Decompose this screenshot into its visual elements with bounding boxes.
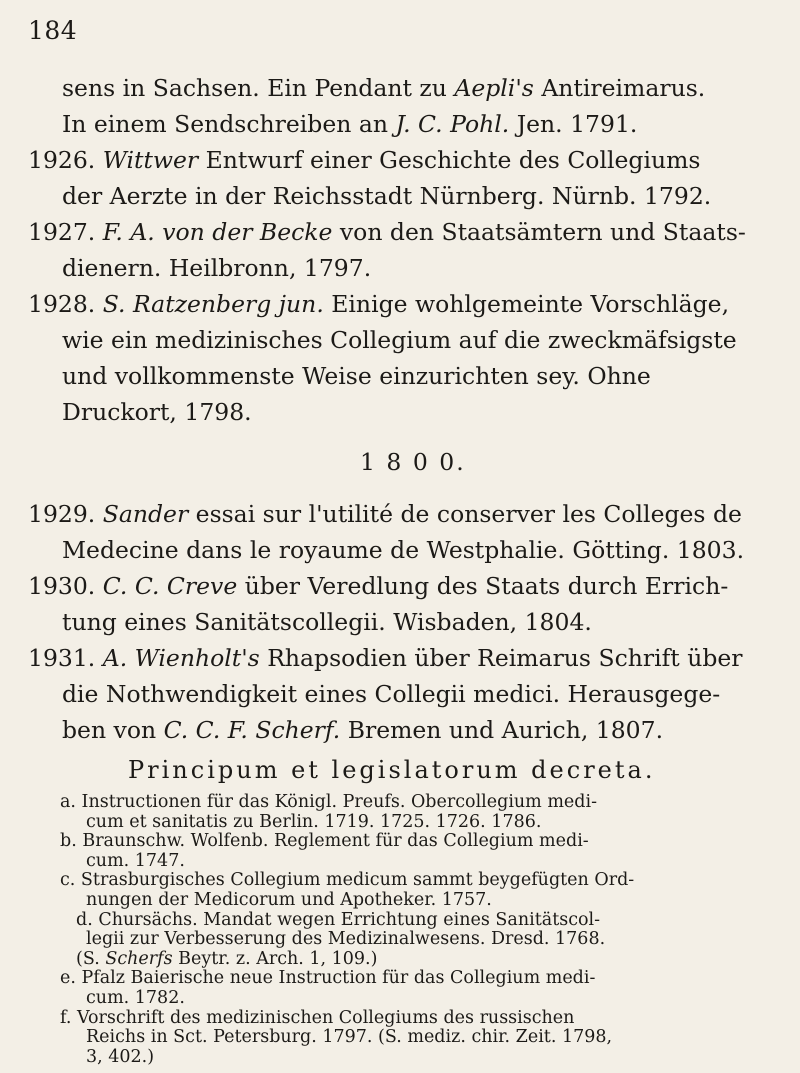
entry-line-3 (28, 144, 700, 176)
entry-line-12-text-1: 1929. (28, 500, 103, 528)
entry-line-2-text-2: J. C. Pohl. (395, 110, 510, 138)
decree-line-9-text-2: Scherfs (105, 948, 173, 969)
decree-line-5-text-1: c. Strasburgisches Collegium medicum sammt beygefügten Ord- (60, 870, 635, 891)
entry-line-16 (28, 642, 743, 674)
section-heading: Principum et legislatorum decreta. (128, 756, 656, 784)
entry-line-4 (62, 180, 711, 212)
entry-line-3-text-1: 1926. (28, 146, 103, 174)
entry-line-1-text-3: Antireimarus. (533, 74, 706, 102)
entry-line-18 (62, 714, 663, 746)
decree-line-9 (76, 950, 377, 969)
decree-line-8 (86, 930, 605, 949)
decree-line-2-text-1: cum et sanitatis zu Berlin. 1719. 1725. 1726. 1786. (86, 811, 542, 832)
decree-line-1 (60, 793, 597, 812)
entry-line-14-text-2: C. C. Creve (102, 572, 238, 600)
entry-line-3-text-2: Wittwer (102, 146, 199, 174)
entry-line-4-text-1: der Aerzte in der Reichsstadt Nürnberg. Nürnb. 1792. (62, 182, 712, 210)
entry-line-7-text-2: S. Ratzenberg jun. (102, 290, 324, 318)
decree-line-7-text-1: d. Chursächs. Mandat wegen Errichtung eines Sanitätscol- (76, 909, 601, 930)
entry-line-7-text-1: 1928. (28, 290, 103, 318)
decree-line-6-text-1: nungen der Medicorum und Apotheker. 1757. (86, 890, 492, 910)
entry-line-8 (62, 324, 737, 356)
decree-line-4-text-1: cum. 1747. (86, 850, 185, 871)
decree-line-9-text-3: Beytr. z. Arch. 1, 109.) (172, 948, 378, 969)
entry-line-5-text-2: F. A. von der Becke (102, 218, 333, 246)
entry-line-11-text-1: 1 8 0 0. (360, 448, 466, 476)
entry-line-15-text-1: tung eines Sanitätscollegii. Wisbaden, 1804. (62, 608, 592, 636)
decree-line-11-text-1: cum. 1782. (86, 988, 185, 1008)
decree-line-9-text-1: (S. (76, 948, 106, 969)
entry-line-14 (28, 570, 728, 602)
entry-line-5-text-1: 1927. (28, 218, 103, 246)
entry-line-2-text-1: In einem Sendschreiben an (62, 110, 396, 138)
entry-line-3-text-3: Entwurf einer Geschichte des Collegiums (198, 146, 701, 174)
decree-line-14 (86, 1048, 154, 1067)
entry-line-6-text-1: dienern. Heilbronn, 1797. (62, 254, 372, 282)
decree-line-1-text-1: a. Instructionen für das Königl. Preufs. Obercollegium medi- (60, 792, 598, 812)
entry-line-17 (62, 678, 720, 710)
page-number: 184 (28, 16, 78, 45)
entry-line-5-text-3: von den Staatsämtern und Staats- (332, 218, 746, 246)
decree-line-12 (60, 1009, 574, 1028)
entry-line-18-text-2: C. C. F. Scherf. (163, 716, 341, 744)
entry-line-16-text-3: Rhapsodien über Reimarus Schrift über (259, 644, 743, 672)
entry-line-2-text-3: Jen. 1791. (509, 110, 638, 138)
entry-line-1-text-2: Aepli's (454, 74, 534, 102)
decree-line-11 (86, 989, 185, 1008)
entry-line-1-text-1: sens in Sachsen. Ein Pendant zu (62, 74, 455, 102)
decree-line-10 (60, 969, 595, 988)
entry-line-12 (28, 498, 742, 530)
decree-line-10-text-1: e. Pfalz Baierische neue Instruction für das Collegium medi- (60, 968, 596, 989)
entry-line-16-text-2: A. Wienholt's (102, 644, 260, 672)
entry-line-18-text-3: Bremen und Aurich, 1807. (340, 716, 664, 744)
decree-line-4 (86, 852, 185, 871)
entry-line-18-text-1: ben von (62, 716, 164, 744)
decree-line-8-text-1: legii zur Verbesserung des Medizinalwesens. Dresd. 1768. (86, 929, 606, 950)
decree-line-6 (86, 891, 492, 910)
decree-line-13 (86, 1028, 612, 1047)
entry-line-5 (28, 216, 746, 248)
decree-line-14-text-1: 3, 402.) (86, 1046, 155, 1067)
decree-line-3-text-1: b. Braunschw. Wolfenb. Reglement für das Collegium medi- (60, 831, 589, 852)
entry-line-9-text-1: und vollkommenste Weise einzurichten sey. Ohne (62, 362, 651, 390)
entry-line-10-text-1: Druckort, 1798. (62, 398, 252, 426)
entry-line-12-text-2: Sander (102, 500, 189, 528)
decree-line-7 (76, 911, 600, 930)
entry-line-7 (28, 288, 729, 320)
entry-line-17-text-1: die Nothwendigkeit eines Collegii medici. Herausgege- (62, 680, 721, 708)
entry-line-8-text-1: wie ein medizinisches Collegium auf die zweckmäfsigste (62, 326, 737, 354)
entry-line-14-text-1: 1930. (28, 572, 103, 600)
entry-line-1 (62, 72, 705, 104)
entry-line-2 (62, 108, 637, 140)
decree-line-2 (86, 813, 541, 832)
entry-line-12-text-3: essai sur l'utilité de conserver les Colleges de (188, 500, 742, 528)
entry-line-16-text-1: 1931. (28, 644, 103, 672)
entry-line-6 (62, 252, 371, 284)
decree-line-12-text-1: f. Vorschrift des medizinischen Collegiums des russischen (60, 1007, 575, 1028)
decree-line-13-text-1: Reichs in Sct. Petersburg. 1797. (S. mediz. chir. Zeit. 1798, (86, 1027, 613, 1048)
decree-line-3 (60, 832, 589, 851)
entry-line-9 (62, 360, 651, 392)
entry-line-13 (62, 534, 744, 566)
entry-line-14-text-3: über Veredlung des Staats durch Errich- (237, 572, 729, 600)
entry-line-10 (62, 396, 252, 428)
entry-line-7-text-3: Einige wohlgemeinte Vorschläge, (323, 290, 730, 318)
decree-line-5 (60, 871, 634, 890)
entry-line-11 (360, 446, 466, 478)
entry-line-15 (62, 606, 592, 638)
entry-line-13-text-1: Medecine dans le royaume de Westphalie. Götting. 1803. (62, 536, 745, 564)
